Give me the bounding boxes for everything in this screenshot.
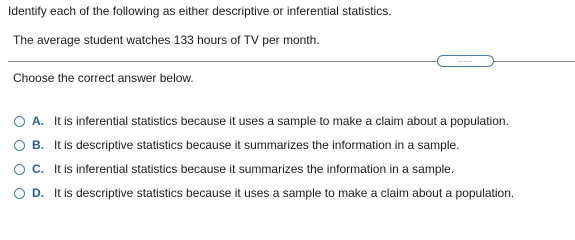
radio-button-b[interactable] — [14, 140, 25, 151]
option-letter-b: B. — [32, 138, 44, 152]
answer-prompt: Choose the correct answer below. — [13, 71, 194, 85]
question-instruction: Identify each of the following as either descriptive or inferential statistics. — [8, 4, 392, 18]
answer-options — [14, 109, 514, 205]
option-text-a: It is inferential statistics because it uses a sample to make a claim about a population. — [54, 114, 509, 128]
option-b[interactable] — [14, 133, 514, 157]
radio-button-c[interactable] — [14, 164, 25, 175]
option-a[interactable] — [14, 109, 514, 133]
ellipsis-icon: ..... — [457, 54, 473, 64]
radio-button-d[interactable] — [14, 188, 25, 199]
option-d[interactable] — [14, 181, 514, 205]
radio-button-a[interactable] — [14, 116, 25, 127]
option-c[interactable] — [14, 157, 514, 181]
option-letter-d: D. — [32, 186, 44, 200]
option-text-c: It is inferential statistics because it summarizes the information in a sample. — [54, 162, 455, 176]
option-letter-a: A. — [32, 114, 44, 128]
option-text-b: It is descriptive statistics because it summarizes the information in a sample. — [54, 138, 460, 152]
expand-button[interactable] — [437, 55, 494, 67]
question-stem: The average student watches 133 hours of TV per month. — [13, 33, 320, 47]
option-letter-c: C. — [32, 162, 44, 176]
option-text-d: It is descriptive statistics because it uses a sample to make a claim about a population. — [54, 186, 515, 200]
